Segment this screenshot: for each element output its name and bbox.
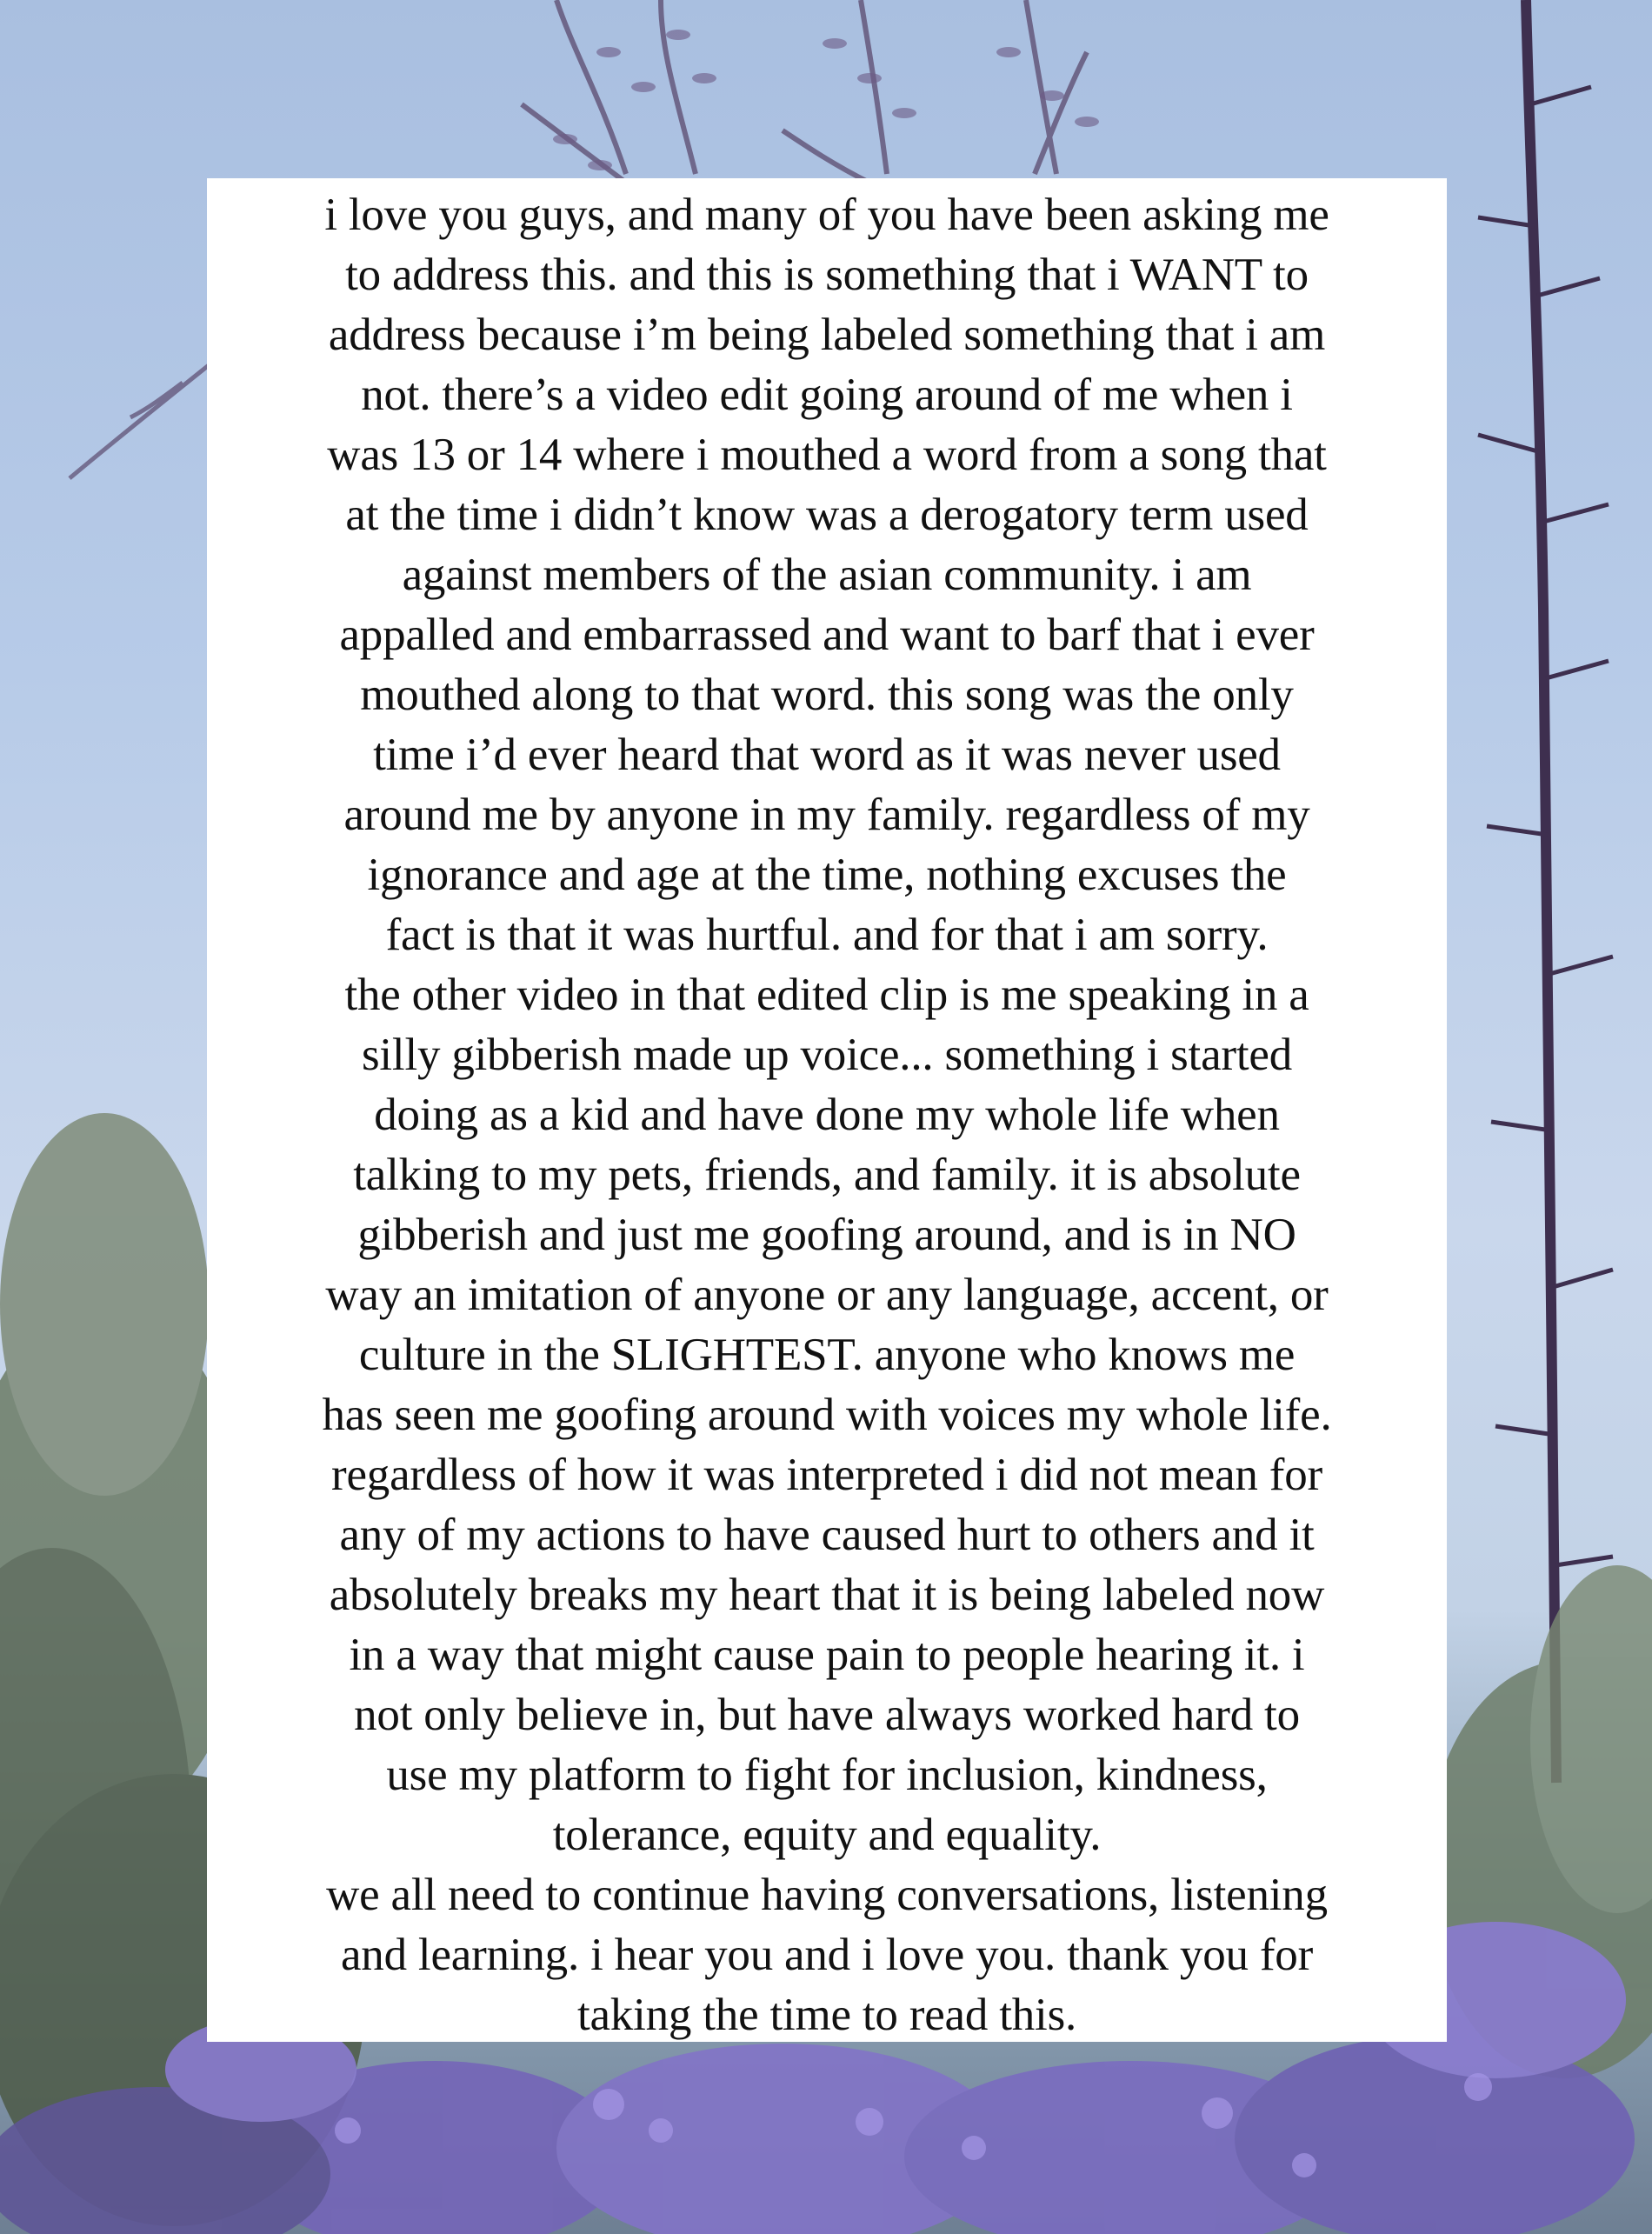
text-line: absolutely breaks my heart that it is being labeled now: [329, 1570, 1325, 1620]
text-line: taking the time to read this.: [576, 1990, 1077, 2040]
text-line: mouthed along to that word. this song was the only: [360, 670, 1294, 720]
text-line: regardless of how it was interpreted i did not mean for: [331, 1450, 1322, 1500]
text-line: appalled and embarrassed and want to barf that i ever: [339, 610, 1315, 660]
text-line: at the time i didn’t know was a derogatory term used: [345, 490, 1309, 540]
text-line: gibberish and just me goofing around, and is in NO: [357, 1210, 1296, 1260]
text-line: i love you guys, and many of you have been asking me: [324, 190, 1329, 240]
text-line: time i’d ever heard that word as it was never used: [373, 730, 1281, 780]
text-line: fact is that it was hurtful. and for that i am sorry.: [385, 910, 1269, 960]
text-line: against members of the asian community. i am: [402, 550, 1252, 600]
text-line: not only believe in, but have always worked hard to: [354, 1690, 1300, 1740]
text-line: was 13 or 14 where i mouthed a word from a song that: [327, 430, 1327, 480]
text-line: use my platform to fight for inclusion, kindness,: [386, 1750, 1268, 1800]
story-text-card: [207, 178, 1447, 2042]
text-line: in a way that might cause pain to people hearing it. i: [349, 1630, 1305, 1680]
text-line: has seen me goofing around with voices my whole life.: [322, 1390, 1332, 1440]
text-line: way an imitation of anyone or any language, accent, or: [325, 1270, 1329, 1320]
text-line: culture in the SLIGHTEST. anyone who knows me: [358, 1330, 1296, 1380]
text-line: doing as a kid and have done my whole life when: [374, 1090, 1280, 1140]
text-line: talking to my pets, friends, and family. it is absolute: [353, 1150, 1301, 1200]
text-line: not. there’s a video edit going around of me when i: [361, 370, 1293, 420]
text-line: address because i’m being labeled something that i am: [328, 310, 1326, 360]
text-line: around me by anyone in my family. regardless of my: [343, 790, 1310, 840]
text-line: we all need to continue having conversations, listening: [326, 1870, 1328, 1920]
text-line: any of my actions to have caused hurt to others and it: [339, 1510, 1315, 1560]
text-line: tolerance, equity and equality.: [552, 1810, 1102, 1860]
text-line: to address this. and this is something that i WANT to: [345, 250, 1309, 300]
text-line: the other video in that edited clip is me speaking in a: [344, 970, 1309, 1020]
text-line: ignorance and age at the time, nothing excuses the: [367, 850, 1287, 900]
text-line: and learning. i hear you and i love you. thank you for: [340, 1930, 1314, 1980]
text-line: silly gibberish made up voice... something i started: [361, 1030, 1293, 1080]
